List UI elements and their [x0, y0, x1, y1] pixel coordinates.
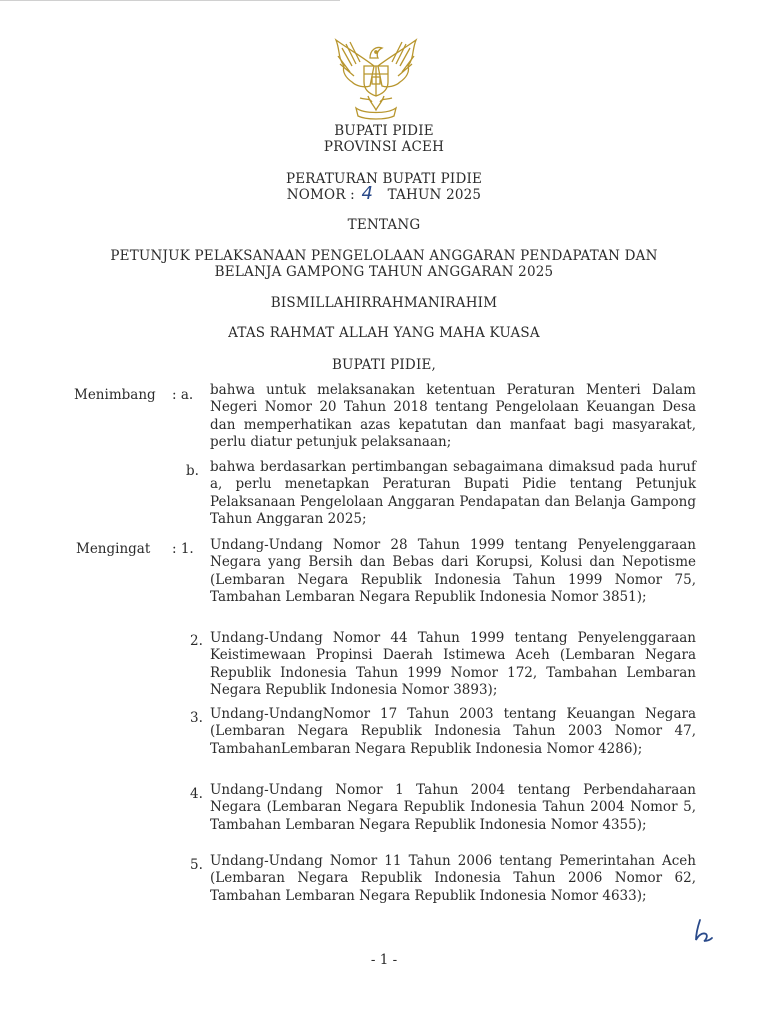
- subject-line-1: PETUNJUK PELAKSANAAN PENGELOLAAN ANGGARAN PENDAPATAN DAN: [110, 248, 658, 264]
- subject-line-2: BELANJA GAMPONG TAHUN ANGGARAN 2025: [214, 264, 554, 280]
- mengingat-marker-4: 4.: [190, 786, 203, 802]
- mengingat-item-3: Undang-UndangNomor 17 Tahun 2003 tentang Keuangan Negara (Lembaran Negara Republik Indonesia Tahun 2003 Nomor 47, TambahanLembaran Negara Republik Indonesia Nomor 4286);: [210, 706, 696, 757]
- grace-line: ATAS RAHMAT ALLAH YANG MAHA KUASA: [228, 325, 540, 341]
- mengingat-item-2: Undang-Undang Nomor 44 Tahun 1999 tentang Penyelenggaraan Keistimewaan Propinsi Daerah Istimewa Aceh (Lembaran Negara Republik Indonesia Tahun 1999 Nomor 172, Tambahan Lembaran Negara Republik Indonesia Nomor 3893);: [210, 630, 696, 699]
- mengingat-item-5: Undang-Undang Nomor 11 Tahun 2006 tentang Pemerintahan Aceh (Lembaran Negara Republik Indonesia Tahun 2006 Nomor 62, Tambahan Lembaran Negara Republik Indonesia Nomor 4633);: [210, 853, 696, 904]
- regulation-number: [0, 183, 768, 204]
- handwritten-initial-icon: [692, 918, 714, 944]
- about-heading: TENTANG: [347, 217, 421, 233]
- menimbang-item-a: bahwa untuk melaksanakan ketentuan Peraturan Menteri Dalam Negeri Nomor 20 Tahun 2018 tentang Pengelolaan Keuangan Desa dan memperhatikan azas kepatutan dan manfaat bagi masyarakat, perlu diatur petunjuk pelaksanaan;: [210, 382, 696, 451]
- menimbang-marker-b: b.: [186, 463, 199, 479]
- number-value: 4: [361, 183, 374, 204]
- mengingat-marker-5: 5.: [190, 857, 203, 873]
- number-label: NOMOR :: [286, 187, 355, 203]
- menimbang-label: Menimbang: [74, 387, 156, 403]
- year-label: TAHUN 2025: [387, 187, 482, 203]
- menimbang-marker-a: : a.: [172, 387, 194, 403]
- bismillah-line: BISMILLAHIRRAHMANIRAHIM: [270, 295, 498, 311]
- page-number: - 1 -: [370, 952, 398, 968]
- mengingat-item-4: Undang-Undang Nomor 1 Tahun 2004 tentang Perbendaharaan Negara (Lembaran Negara Republik Indonesia Tahun 2004 Nomor 5, Tambahan Lembaran Negara Republik Indonesia Nomor 4355);: [210, 782, 696, 833]
- garuda-emblem-icon: [330, 36, 422, 120]
- mengingat-item-1: Undang-Undang Nomor 28 Tahun 1999 tentang Penyelenggaraan Negara yang Bersih dan Bebas dari Korupsi, Kolusi dan Nepotisme (Lembaran Negara Republik Indonesia Tahun 1999 Nomor 75, Tambahan Lembaran Negara Republik Indonesia Nomor 3851);: [210, 537, 696, 606]
- regulation-title: PERATURAN BUPATI PIDIE: [285, 171, 483, 187]
- scan-edge-line: [0, 0, 340, 1]
- mengingat-label: Mengingat: [76, 541, 151, 557]
- mengingat-marker-1: : 1.: [172, 541, 194, 557]
- mengingat-marker-3: 3.: [190, 710, 203, 726]
- issuer-line: BUPATI PIDIE,: [331, 357, 437, 373]
- mengingat-marker-2: 2.: [190, 633, 203, 649]
- province-title: PROVINSI ACEH: [323, 139, 445, 155]
- office-title: BUPATI PIDIE: [334, 123, 434, 139]
- menimbang-item-b: bahwa berdasarkan pertimbangan sebagaimana dimaksud pada huruf a, perlu menetapkan Peraturan Bupati Pidie tentang Petunjuk Pelaksanaan Pengelolaan Anggaran Pendapatan dan Belanja Gampong Tahun Anggaran 2025;: [210, 459, 696, 528]
